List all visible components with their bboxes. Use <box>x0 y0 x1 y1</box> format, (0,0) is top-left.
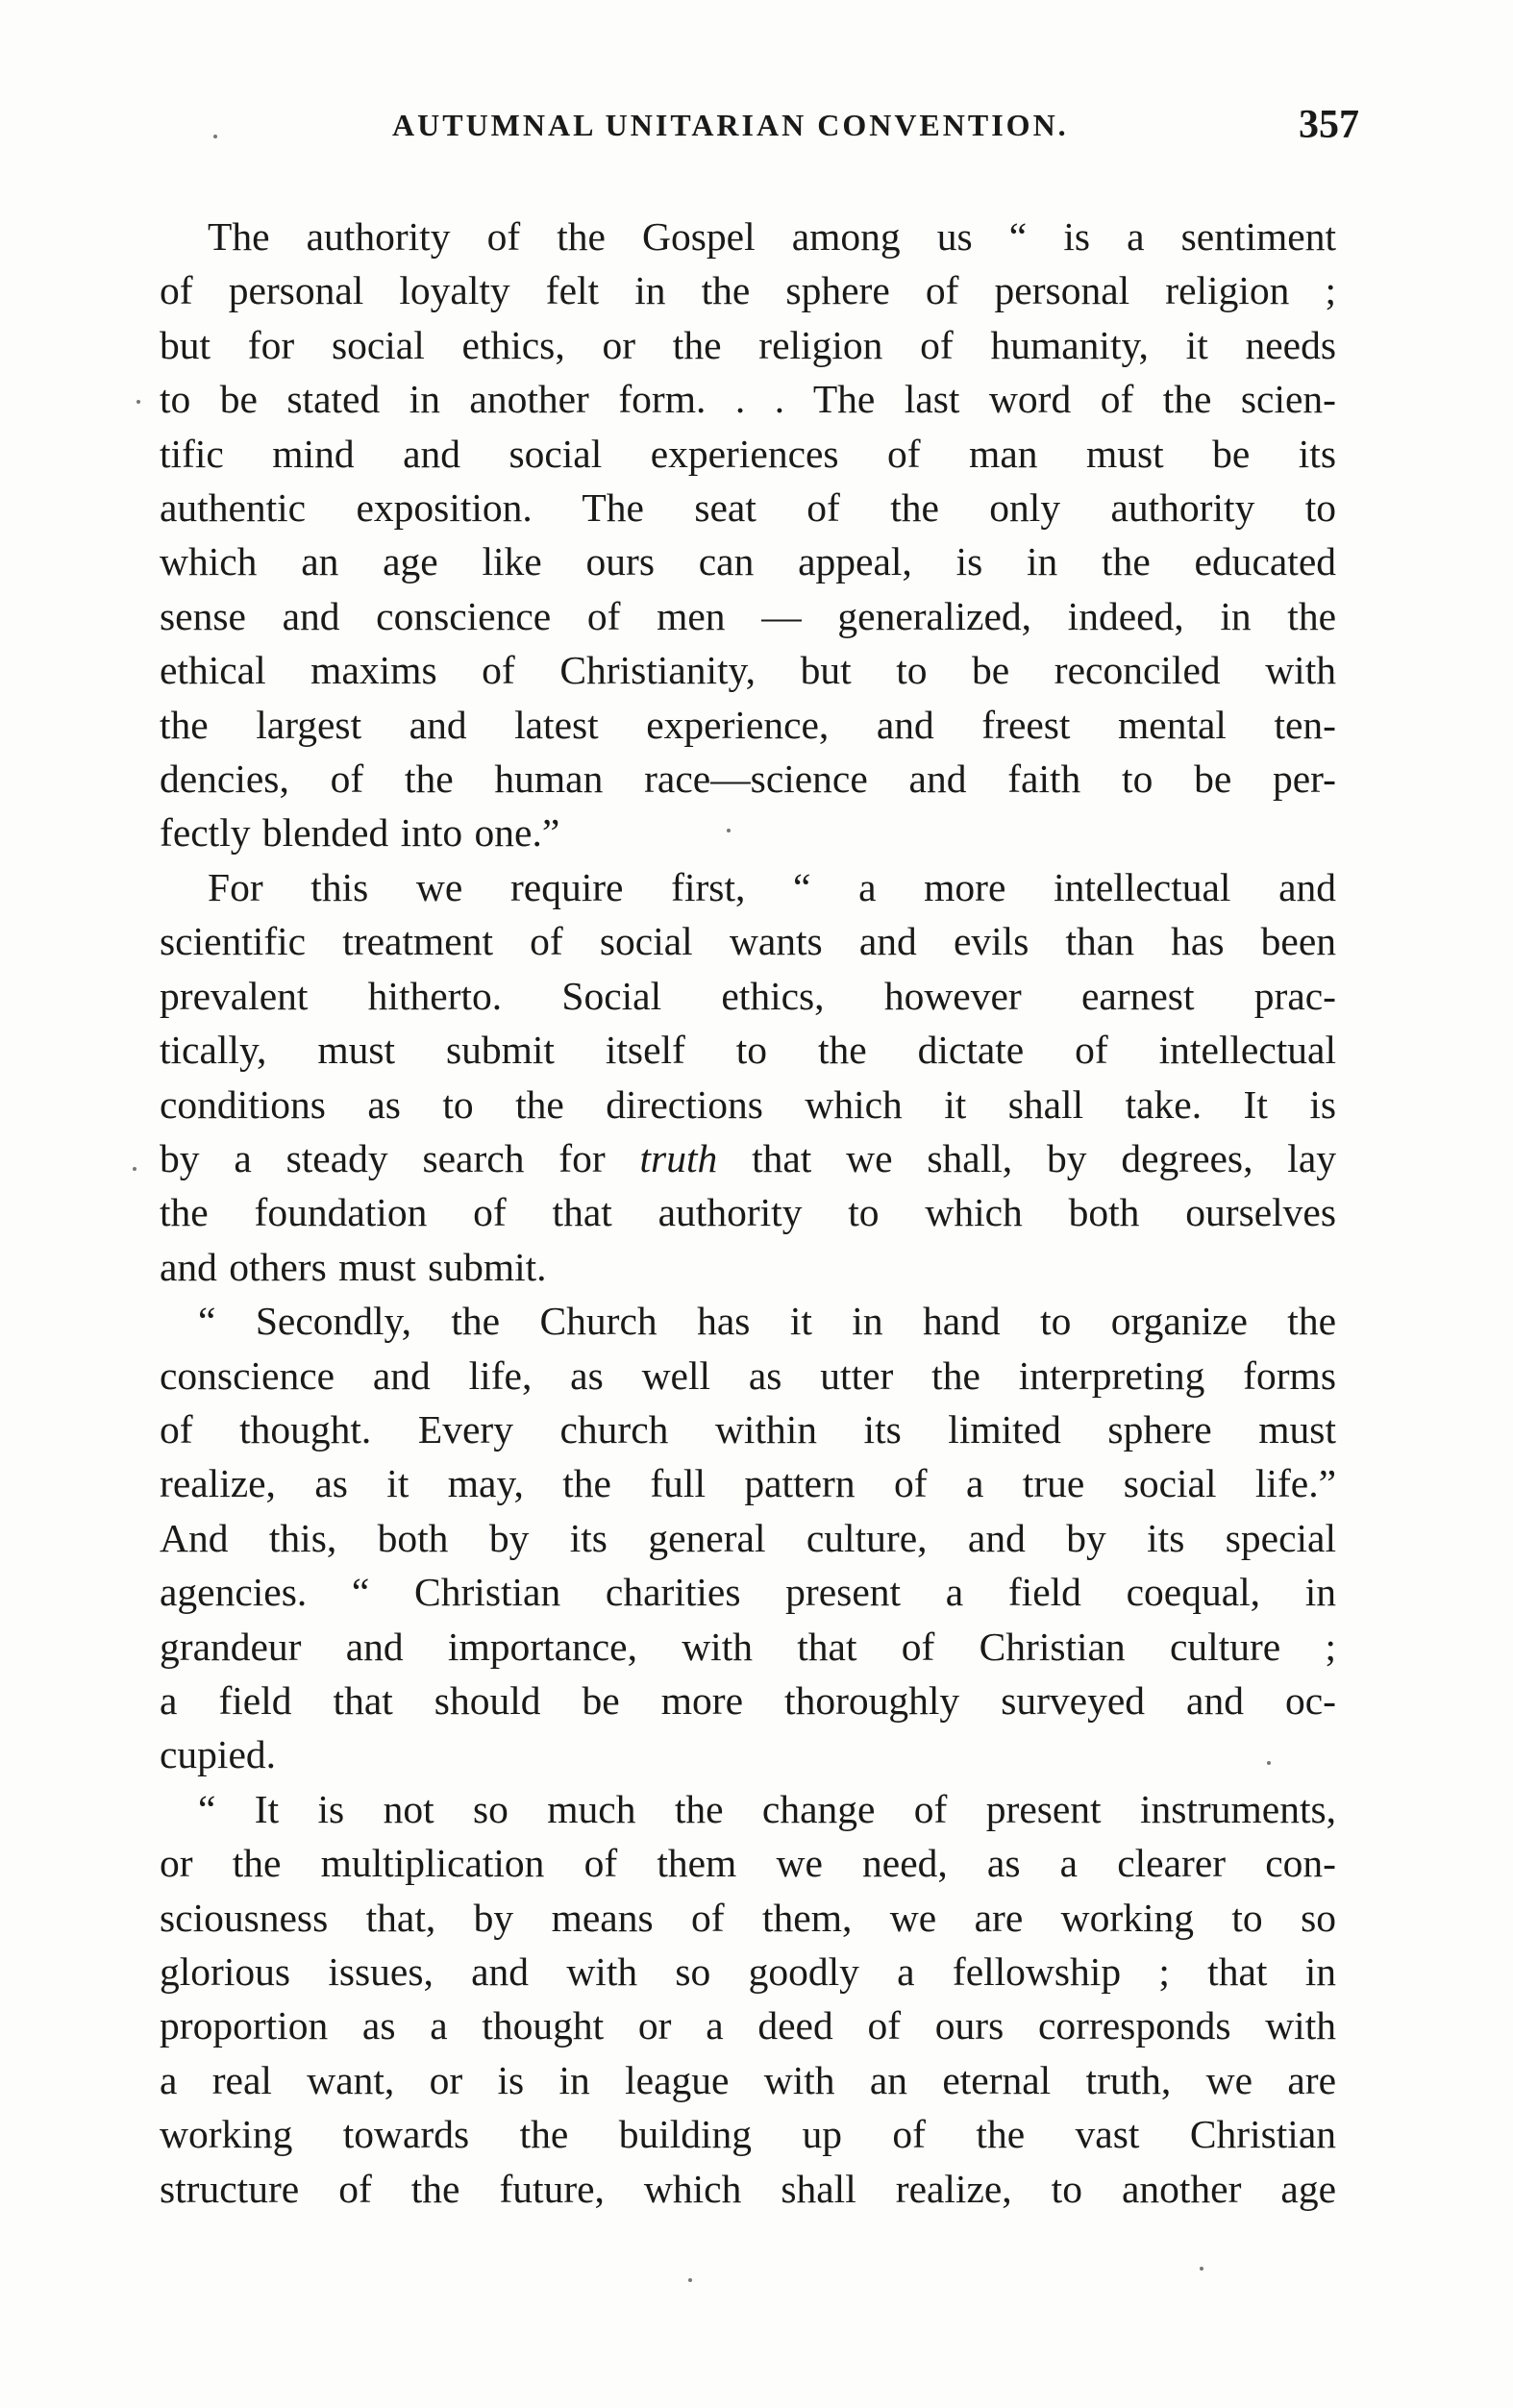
text-line: scientific treatment of social wants and evils than has been <box>160 919 1336 964</box>
text-line: the foundation of that authority to which both ourselves <box>160 1190 1336 1235</box>
page-number: 357 <box>1299 103 1359 147</box>
text-line: “ Secondly, the Church has it in hand to organize the <box>198 1299 1336 1344</box>
text-line: tific mind and social experiences of man must be its <box>160 431 1336 476</box>
text-line: of thought. Every church within its limited sphere must <box>160 1406 1336 1452</box>
text-line: authentic exposition. The seat of the only authority to <box>160 485 1336 531</box>
text-line: sciousness that, by means of them, we are working to so <box>160 1895 1336 1940</box>
text-line: ethical maxims of Christianity, but to be reconciled with <box>160 648 1336 693</box>
text-line: “ It is not so much the change of present instruments, <box>198 1786 1336 1831</box>
print-speck <box>1200 2267 1203 2271</box>
print-speck <box>133 1167 136 1171</box>
text-line: For this we require first, “ a more intellectual and <box>208 864 1336 909</box>
text-line: structure of the future, which shall realize, to another age <box>160 2166 1336 2211</box>
text-line: and others must submit. <box>160 1244 547 1289</box>
print-speck <box>1267 1761 1271 1765</box>
text-line: to be stated in another form. . . The last word of the scien- <box>160 377 1336 422</box>
print-speck <box>213 135 217 138</box>
text-line: agencies. “ Christian charities present a field coequal, in <box>160 1570 1336 1615</box>
text-line: which an age like ours can appeal, is in the educated <box>160 539 1336 584</box>
text-line: but for social ethics, or the religion of humanity, it needs <box>160 322 1336 367</box>
text-line: tically, must submit itself to the dictate of intellectual <box>160 1028 1336 1073</box>
text-run: by a steady search for <box>160 1135 640 1180</box>
text-line: grandeur and importance, with that of Christian culture ; <box>160 1624 1336 1669</box>
text-line: or the multiplication of them we need, as a clearer con- <box>160 1841 1336 1886</box>
text-line: working towards the building up of the vast Christian <box>160 2112 1336 2157</box>
text-line: a real want, or is in league with an eternal truth, we are <box>160 2057 1336 2102</box>
text-line: proportion as a thought or a deed of ours corresponds with <box>160 2003 1336 2048</box>
text-line: dencies, of the human race—science and faith to be per- <box>160 757 1336 802</box>
text-line: of personal loyalty felt in the sphere of personal religion ; <box>160 268 1336 313</box>
text-line: the largest and latest experience, and freest mental ten- <box>160 702 1336 747</box>
running-header <box>161 103 1359 165</box>
text-line: conscience and life, as well as utter the interpreting forms <box>160 1353 1336 1398</box>
text-line: sense and conscience of men — generalized, indeed, in the <box>160 593 1336 638</box>
body-text <box>160 210 1336 2216</box>
print-speck <box>136 400 140 404</box>
text-line: conditions as to the directions which it shall take. It is <box>160 1081 1336 1127</box>
print-speck <box>688 2278 692 2282</box>
text-line-with-italic <box>160 1131 1336 1185</box>
italic-word: truth <box>639 1135 718 1180</box>
text-line: cupied. <box>160 1732 276 1777</box>
text-run: that we shall, by degrees, lay <box>717 1135 1336 1180</box>
text-line: realize, as it may, the full pattern of a true social life.” <box>160 1461 1336 1506</box>
text-line: prevalent hitherto. Social ethics, however earnest prac- <box>160 973 1336 1018</box>
text-line: glorious issues, and with so goodly a fellowship ; that in <box>160 1949 1336 1994</box>
header-title: AUTUMNAL UNITARIAN CONVENTION. <box>392 108 1069 142</box>
text-line: The authority of the Gospel among us “ is a sentiment <box>208 214 1336 259</box>
text-line: a field that should be more thoroughly surveyed and oc- <box>160 1677 1336 1723</box>
text-line: fectly blended into one.” <box>160 810 560 856</box>
print-speck <box>727 829 731 832</box>
text-line: And this, both by its general culture, and by its special <box>160 1515 1336 1560</box>
